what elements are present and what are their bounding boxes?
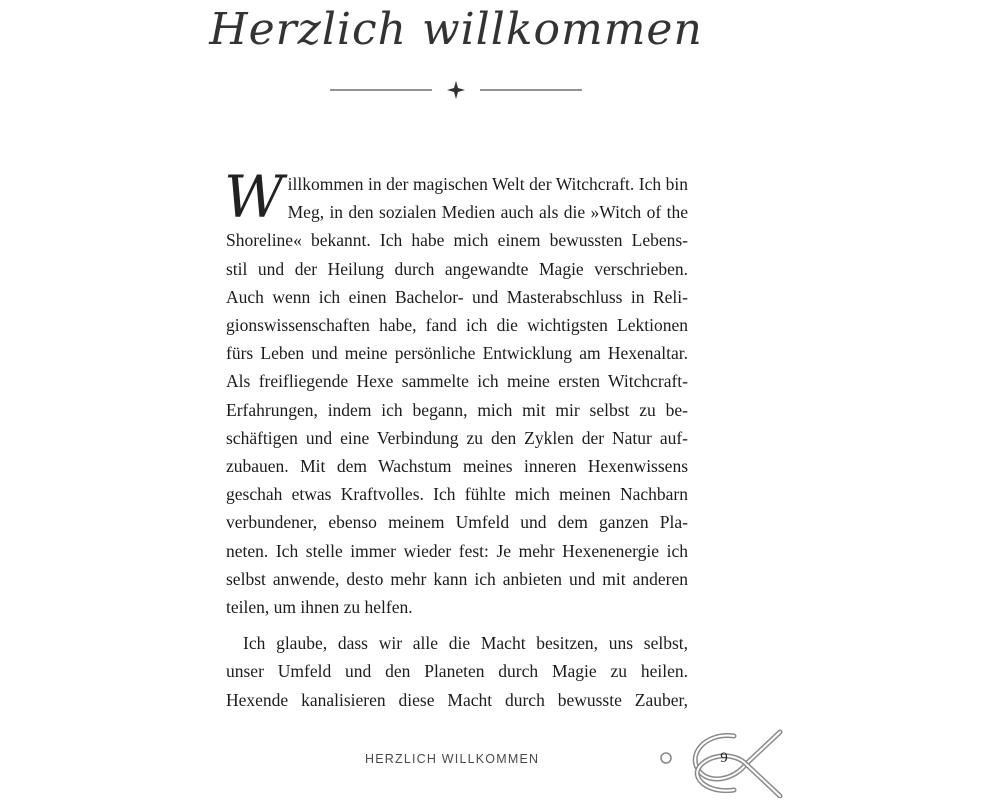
- drop-cap: W: [224, 163, 284, 231]
- text-line: geschah etwas Kraftvolles. Ich fühlte mich meinen Nachbarn: [226, 484, 688, 505]
- text-line: verbundener, ebenso meinem Umfeld und dem ganzen Pla-: [226, 512, 688, 533]
- text-line: Hexende kanalisieren diese Macht durch bewusste Zauber,: [226, 689, 688, 710]
- text-line: Shoreline« bekannt. Ich habe mich einem bewussten Lebens-: [226, 230, 688, 251]
- text-line: Meg, in den sozialen Medien auch als die »Witch of the: [287, 202, 688, 223]
- text-line: stil und der Heilung durch angewandte Magie verschrieben.: [226, 258, 688, 279]
- text-line: unser Umfeld und den Planeten durch Magie zu heilen.: [226, 661, 688, 682]
- text-line: gionswissenschaften habe, fand ich die wichtigsten Lektionen: [226, 315, 688, 336]
- page-title: Herzlich willkommen: [209, 4, 703, 55]
- paragraph-1: [224, 163, 688, 621]
- text-line: zubauen. Mit dem Wachstum meines inneren Hexenwissens: [226, 456, 688, 477]
- body-text: [224, 163, 688, 714]
- text-line: Als freifliegende Hexe sammelte ich meine ersten Witchcraft-: [226, 371, 688, 392]
- text-line: Auch wenn ich einen Bachelor- und Masterabschluss in Reli-: [226, 286, 688, 307]
- text-line: fürs Leben und meine persönliche Entwicklung am Hexenaltar.: [226, 343, 688, 364]
- star-divider-icon: [330, 80, 582, 100]
- text-line: schäftigen und eine Verbindung zu den Zyklen der Natur auf-: [226, 427, 688, 448]
- text-line: neten. Ich stelle immer wieder fest: Je mehr Hexenenergie ich: [226, 540, 688, 561]
- text-line: teilen, um ihnen zu helfen.: [226, 597, 413, 618]
- paragraph-2: [226, 629, 688, 714]
- text-line: Erfahrungen, indem ich begann, mich mit mir selbst zu be-: [226, 399, 688, 420]
- page-number: 9: [720, 750, 728, 766]
- text-line: Ich glaube, dass wir alle die Macht besitzen, uns selbst,: [243, 633, 688, 654]
- text-line: selbst anwende, desto mehr kann ich anbieten und mit anderen: [226, 568, 688, 589]
- text-line: illkommen in der magischen Welt der Witchcraft. Ich bin: [287, 174, 688, 194]
- running-footer: HERZLICH WILLKOMMEN: [365, 752, 540, 766]
